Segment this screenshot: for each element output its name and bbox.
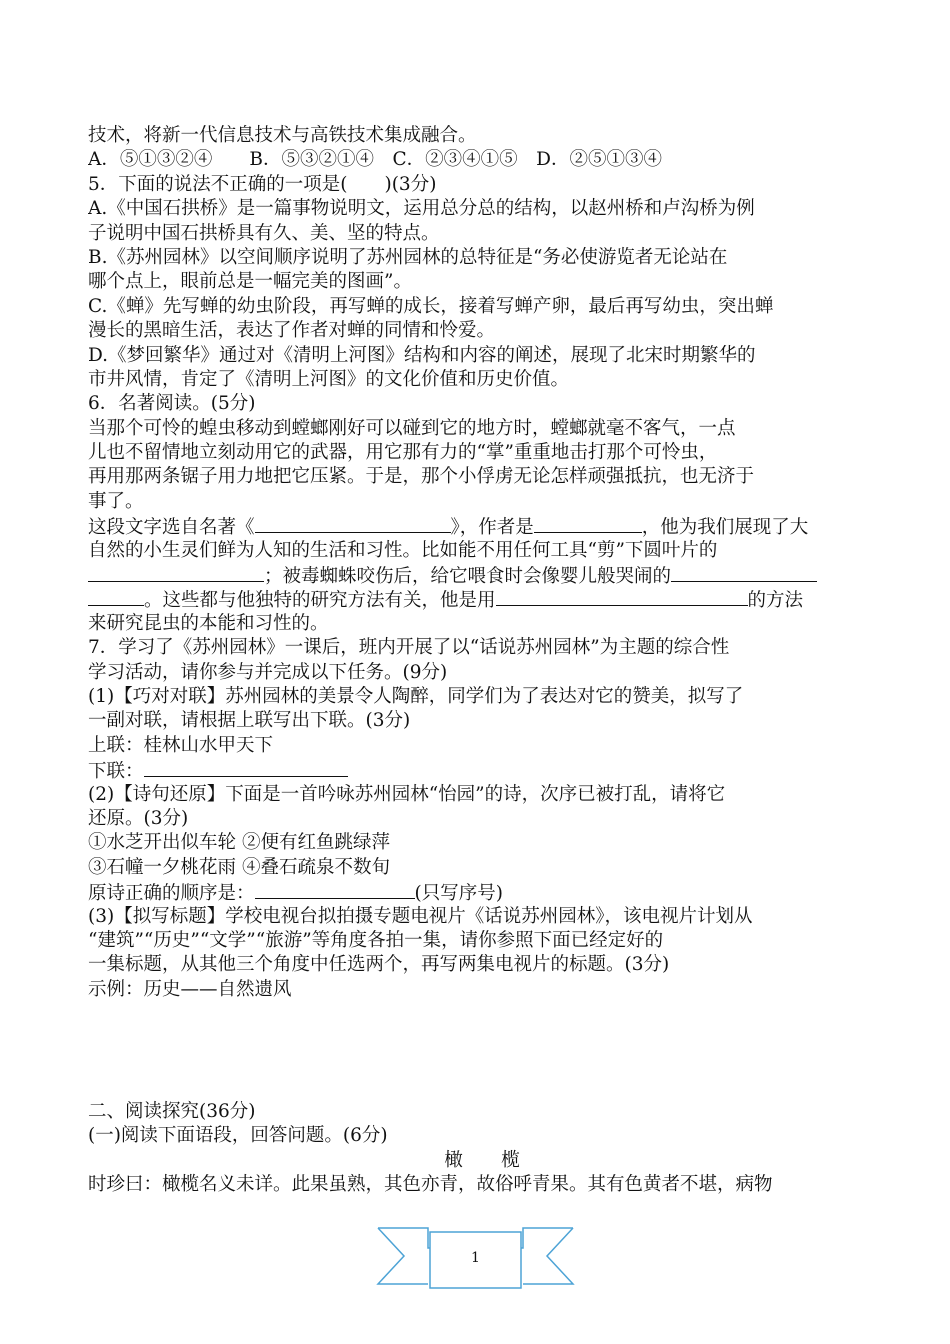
subtask-3: (3)【拟写标题】学校电视台拟拍摄专题电视片《话说苏州园林》，该电视片计划从 bbox=[88, 905, 753, 927]
subtask-2: (2)【诗句还原】下面是一首吟咏苏州园林“怡园”的诗，次序已被打乱，请将它 bbox=[88, 783, 726, 805]
passage-line: 再用那两条锯子用力地把它压紧。于是，那个小俘虏无论怎样顽强抵抗，也无济于 bbox=[88, 466, 755, 488]
text-line: 自然的小生灵们鲜为人知的生活和习性。比如能不用任何工具“剪”下圆叶片的 bbox=[88, 539, 718, 561]
book-title-blank[interactable] bbox=[255, 514, 451, 533]
text-line: 一副对联，请根据上联写出下联。(3分) bbox=[88, 710, 411, 732]
text-fragment: 。这些都与他独特的研究方法有关，他是用 bbox=[144, 590, 496, 612]
order-blank[interactable] bbox=[255, 880, 415, 899]
subsection-heading: (一)阅读下面语段，回答问题。(6分) bbox=[88, 1125, 388, 1147]
passage-line: 事了。 bbox=[88, 490, 144, 512]
lower-couplet-line bbox=[88, 758, 866, 782]
insect-blank-2-cont[interactable] bbox=[88, 587, 144, 606]
poem-line-3: ③石幢一夕桃花雨 bbox=[88, 856, 237, 878]
lower-couplet-blank[interactable] bbox=[144, 758, 348, 777]
fill-blank-line bbox=[88, 514, 866, 538]
insect-blank-2[interactable] bbox=[671, 563, 817, 582]
author-blank[interactable] bbox=[534, 514, 642, 533]
answer-space bbox=[88, 1002, 866, 1100]
text-fragment: 这段文字选自名著《 bbox=[88, 517, 255, 539]
example-line: 示例：历史——自然遗风 bbox=[88, 978, 292, 1000]
text-line: 哪个点上，眼前总是一幅完美的图画”。 bbox=[88, 271, 412, 293]
insect-blank-1[interactable] bbox=[88, 563, 264, 582]
question-5-stem: 5．下面的说法不正确的一项是( )(3分) bbox=[88, 173, 437, 195]
page-number: 1 bbox=[471, 1250, 480, 1266]
question-5-option-c: C.《蝉》先写蝉的幼虫阶段，再写蝉的成长，接着写蝉产卵，最后再写幼虫，突出蝉 bbox=[88, 295, 774, 317]
subtask-1: (1)【巧对对联】苏州园林的美景令人陶醉，同学们为了表达对它的赞美，拟写了 bbox=[88, 685, 744, 707]
text-fragment: 》，作者是 bbox=[450, 517, 534, 539]
passage-title: 橄 榄 bbox=[444, 1149, 530, 1171]
question-5-option-b: B.《苏州园林》以空间顺序说明了苏州园林的总特征是“务必使游览者无论站在 bbox=[88, 246, 728, 268]
text-line: 一集标题，从其他三个角度中任选两个，再写两集电视片的标题。(3分) bbox=[88, 954, 670, 976]
text-line: 漫长的黑暗生活，表达了作者对蝉的同情和怜爱。 bbox=[88, 320, 496, 342]
document-body bbox=[88, 124, 866, 1198]
section-heading: 二、阅读探究(36分) bbox=[88, 1101, 256, 1123]
text-line: 子说明中国石拱桥具有久、美、坚的特点。 bbox=[88, 222, 440, 244]
question-4-options: A．⑤①③②④ B．⑤③②①④ C．②③④①⑤ D．②⑤①③④ bbox=[88, 149, 662, 171]
method-blank[interactable] bbox=[496, 587, 748, 606]
passage-line: 当那个可怜的蝗虫移动到螳螂刚好可以碰到它的地方时，螳螂就毫不客气，一点 bbox=[88, 417, 736, 439]
upper-couplet: 上联：桂林山水甲天下 bbox=[88, 734, 274, 756]
question-5-option-a: A.《中国石拱桥》是一篇事物说明文，运用总分总的结构，以赵州桥和卢沟桥为例 bbox=[88, 198, 755, 220]
lower-couplet-label: 下联： bbox=[88, 761, 144, 783]
text-fragment: 的方法 bbox=[747, 590, 804, 612]
question-6-stem: 6．名著阅读。(5分) bbox=[88, 393, 256, 415]
text-line: “建筑”“历史”“文学”“旅游”等角度各拍一集，请你参照下面已经定好的 bbox=[88, 929, 664, 951]
order-label: 原诗正确的顺序是： bbox=[88, 883, 255, 905]
text-line: 来研究昆虫的本能和习性的。 bbox=[88, 612, 329, 634]
passage-line: 儿也不留情地立刻动用它的武器，用它那有力的“掌”重重地击打那个可怜虫， bbox=[88, 442, 718, 464]
passage-line: 时珍曰：橄榄名义未详。此果虽熟，其色亦青，故俗呼青果。其有色黄者不堪，病物 bbox=[88, 1174, 773, 1196]
text-fragment: ；被毒蜘蛛咬伤后，给它喂食时会像婴儿般哭闹的 bbox=[264, 566, 672, 588]
fill-blank-line bbox=[88, 563, 866, 587]
poem-lines bbox=[88, 856, 866, 880]
question-7-stem: 7．学习了《苏州园林》一课后，班内开展了以“话说苏州园林”为主题的综合性 bbox=[88, 637, 730, 659]
text-line: 学习活动，请你参与并完成以下任务。(9分) bbox=[88, 661, 448, 683]
text-fragment: ，他为我们展现了大 bbox=[641, 517, 809, 539]
question-5-option-d: D.《梦回繁华》通过对《清明上河图》结构和内容的阐述，展现了北宋时期繁华的 bbox=[88, 344, 756, 366]
fill-blank-line bbox=[88, 587, 866, 611]
poem-line-1: ①水芝开出似车轮 bbox=[88, 832, 237, 854]
text-line: 还原。(3分) bbox=[88, 807, 189, 829]
poem-line-4: ④叠石疏泉不数旬 bbox=[242, 856, 391, 878]
poem-line-2: ②便有红鱼跳绿萍 bbox=[242, 832, 391, 854]
text-line: 技术，将新一代信息技术与高铁技术集成融合。 bbox=[88, 125, 477, 146]
poem-lines bbox=[88, 831, 866, 855]
text-line: 市井风情，肯定了《清明上河图》的文化价值和历史价值。 bbox=[88, 368, 570, 390]
order-hint: (只写序号) bbox=[414, 883, 503, 905]
order-answer-line bbox=[88, 880, 866, 904]
page-footer bbox=[368, 1218, 583, 1304]
